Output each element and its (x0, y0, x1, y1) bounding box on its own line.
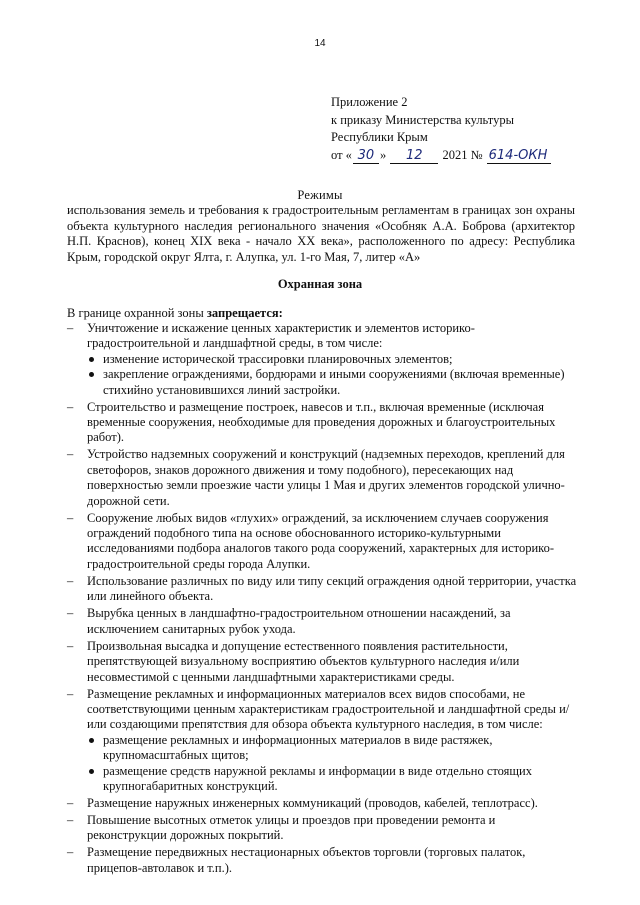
sub-list (87, 733, 577, 795)
lead-bold: запрещается: (206, 306, 283, 320)
list-item-text: Повышение высотных отметок улицы и проездов при проведении ремонта и реконструкции дорожных покрытий. (87, 812, 496, 843)
date-mid: » (379, 147, 387, 162)
list-item-text: Сооружение любых видов «глухих» ограждений, за исключением случаев сооружения ограждений подобного типа на основе обоснованного историко-культурными исследованиями подбора аналогов такого рода сооружений, характерных для историко-градостроительной среды города Алупки. (87, 510, 554, 571)
list-item-text: Использование различных по виду или типу секций ограждения одной территории, участка или линейного объекта. (87, 573, 577, 604)
date-year: 2021 № (442, 147, 483, 162)
appendix-header (331, 94, 552, 164)
list-item (67, 639, 577, 685)
document-title: Режимы (297, 188, 343, 202)
bullet-icon (89, 372, 94, 377)
dash-marker: – (67, 573, 74, 588)
order-number-handwritten: 614-ОКН (487, 149, 551, 164)
appendix-date-line (331, 147, 552, 165)
date-month-handwritten: 12 (390, 149, 438, 164)
appendix-line-1: Приложение 2 (331, 95, 408, 109)
list-item-text: Размещение рекламных и информационных материалов всех видов способами, не соответствующими ценным характеристикам градостроительной и ландшафтной среды и/или создающими препятствия для обзора объекта культурного наследия, в том числе: (87, 686, 570, 732)
dash-marker: – (67, 638, 74, 653)
date-day-handwritten: 30 (353, 149, 379, 164)
dash-marker: – (67, 510, 74, 525)
list-item-text: Произвольная высадка и допущение естественного появления растительности, препятствующей визуальному восприятию объектов культурного наследия и/или несовместимой с ценными ландшафтными характеристиками среды. (87, 638, 520, 684)
list-item (67, 796, 577, 811)
sub-list-item (87, 352, 577, 367)
sub-list-item (87, 733, 577, 764)
dash-marker: – (67, 795, 74, 810)
prohibitions-list (67, 321, 577, 878)
list-item-text: Устройство надземных сооружений и конструкций (надземных переходов, креплений для светофоров, знаков дорожного движения и тому подобного), пересекающих над поверхностью земли проезжие части улицы 1 Мая и других элементов городской улично-дорожной сети. (87, 447, 565, 508)
sub-list-item-text: закрепление ограждениями, бордюрами и иными сооружениями (включая временные) стихийно установившихся линий застройки. (103, 367, 565, 397)
list-item (67, 845, 577, 876)
dash-marker: – (67, 812, 74, 827)
appendix-line-3: Республики Крым (331, 130, 428, 144)
list-item (67, 606, 577, 637)
sub-list-item-text: изменение исторической трассировки планировочных элементов; (103, 351, 453, 366)
list-item (67, 511, 577, 573)
intro-paragraph: использования земель и требования к градостроительным регламентам в границах зон охраны объекта культурного наследия регионального значения «Особняк А.А. Боброва (архитектор Н.П. Краснов), конец XIX века - начало XX века», расположенного по адресу: Республика Крым, городской округ Ялта, г. Алупка, ул. 1-го Мая, 7, литер «А» (67, 203, 575, 264)
date-prefix: от « (331, 147, 352, 162)
list-item (67, 574, 577, 605)
bullet-icon (89, 357, 94, 362)
list-item-text: Размещение наружных инженерных коммуникаций (проводов, кабелей, теплотрасс). (87, 795, 538, 810)
list-item (67, 447, 577, 509)
list-item-text: Вырубка ценных в ландшафтно-градостроительном отношении насаждений, за исключением санитарных рубок ухода. (87, 606, 511, 636)
dash-marker: – (67, 686, 74, 701)
list-item (67, 321, 577, 398)
dash-marker: – (67, 447, 74, 462)
bullet-icon (89, 738, 94, 743)
list-item (67, 687, 577, 795)
list-item-text: Размещение передвижных нестационарных объектов торговли (торговых палаток, прицепов-автолавок и т.п.). (87, 845, 526, 875)
list-item-text: Строительство и размещение построек, навесов и т.п., включая временные (исключая временные сооружения, необходимые для проведения дорожных и благоустроительных работ). (87, 399, 556, 445)
list-item (67, 813, 577, 844)
bullet-icon (89, 769, 94, 774)
dash-marker: – (67, 321, 74, 335)
dash-marker: – (67, 399, 74, 414)
sub-list-item (87, 764, 577, 795)
list-item (67, 400, 577, 446)
dash-marker: – (67, 606, 74, 621)
sub-list (87, 352, 577, 398)
sub-list-item-text: размещение рекламных и информационных материалов в виде растяжек, крупномасштабных щитов; (103, 732, 493, 763)
appendix-line-2: к приказу Министерства культуры (331, 112, 514, 127)
list-item-text: Уничтожение и искажение ценных характеристик и элементов историко-градостроительной и ландшафтной среды, в том числе: (87, 321, 475, 351)
section-title: Охранная зона (277, 277, 363, 291)
sub-list-item-text: размещение средств наружной рекламы и информации в виде отдельно стоящих крупногабаритных конструкций. (103, 763, 532, 793)
lead-text: В границе охранной зоны (67, 306, 207, 320)
dash-marker: – (67, 845, 74, 860)
sub-list-item (87, 367, 577, 398)
page-number: 14 (314, 38, 326, 49)
lead-line (67, 306, 283, 321)
